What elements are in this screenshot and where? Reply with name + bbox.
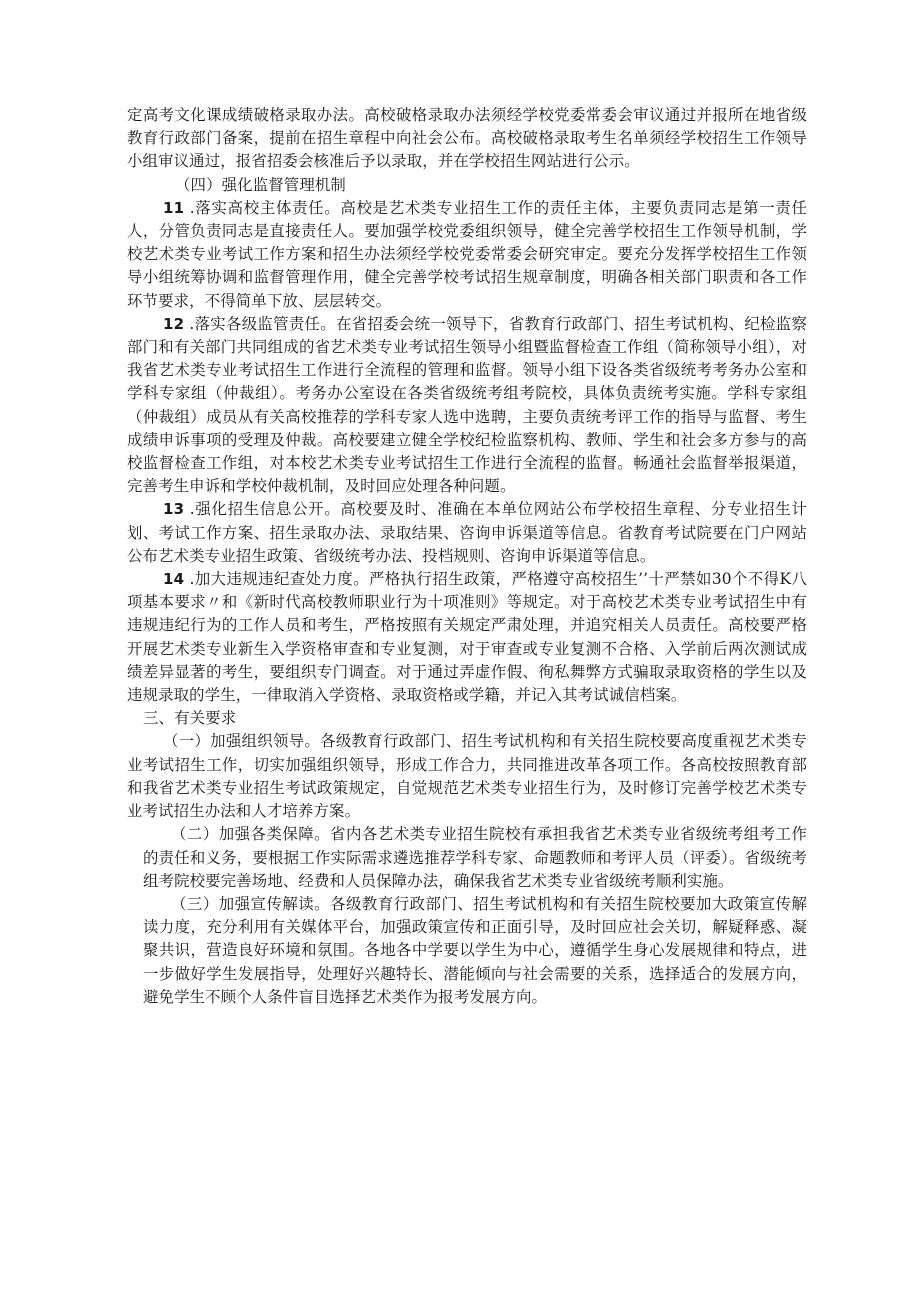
paragraph-continuation: [127, 104, 807, 174]
requirement-paragraph-2: [127, 823, 807, 893]
item-number: 11: [163, 198, 185, 217]
paragraph-text: .落实高校主体责任。高校是艺术类专业招生工作的责任主体，主要负责同志是第一责任人，分管负责同志是直接责任人。要加强学校党委组织领导，健全完善学校招生工作领导机制，学校艺术类专业考试工作方案和招生办法须经学校党委常委会研究审定。要充分发挥学校招生工作领导小组统筹协调和监督管理作用，健全完善学校考试招生规章制度，明确各相关部门职责和各工作环节要求，不得简单下放、层层转交。: [127, 198, 807, 310]
requirement-paragraph-3: [127, 893, 807, 1009]
heading-text: 三、有关要求: [143, 709, 237, 728]
section-heading-requirements: [127, 707, 807, 730]
paragraph-text: 定高考文化课成绩破格录取办法。高校破格录取办法须经学校党委常委会审议通过并报所在地省级教育行政部门备案，提前在招生章程中向社会公布。高校破格录取考生名单须经学校招生工作领导小组审议通过，报省招委会核准后予以录取，并在学校招生网站进行公示。: [127, 106, 807, 171]
item-number: 12: [163, 314, 185, 333]
numbered-paragraph-14: [127, 568, 807, 707]
numbered-paragraph-12: [127, 313, 807, 499]
requirement-paragraph-1: [127, 730, 807, 823]
item-number: 13: [163, 500, 185, 519]
paragraph-text: （三）加强宣传解读。各级教育行政部门、招生考试机构和有关招生院校要加大政策宣传解读力度，充分利用有关媒体平台，加强政策宣传和正面引导，及时回应社会关切，解疑释惑、凝聚共识，营造良好环境和氛围。各地各中学要以学生为中心，遵循学生身心发展规律和特点，进一步做好学生发展指导，处理好兴趣特长、潜能倾向与社会需要的关系，选择适合的发展方向，避免学生不顾个人条件盲目选择艺术类作为报考发展方向。: [143, 894, 807, 1006]
paragraph-text: .落实各级监管责任。在省招委会统一领导下，省教育行政部门、招生考试机构、纪检监察部门和有关部门共同组成的省艺术类专业考试招生领导小组暨监督检查工作组（简称领导小组），对我省艺术类专业考试招生工作进行全流程的管理和监督。领导小组下设各类省级统考考务办公室和学科专家组（仲裁组）。考务办公室设在各类省级统考组考院校，具体负责统考实施。学科专家组（仲裁组）成员从有关高校推荐的学科专家人选中选聘，主要负责统考评工作的指导与监督、考生成绩申诉事项的受理及仲裁。高校要建立健全学校纪检监察机构、教师、学生和社会多方参与的高校监督检查工作组，对本校艺术类专业考试招生工作进行全流程的监督。畅通社会监督举报渠道，完善考生申诉和学校仲裁机制，及时回应处理各种问题。: [127, 314, 807, 496]
heading-text: （四）强化监督管理机制: [175, 175, 346, 194]
document-page: [127, 104, 807, 1009]
paragraph-text: （一）加强组织领导。各级教育行政部门、招生考试机构和有关招生院校要高度重视艺术类专业考试招生工作，切实加强组织领导，形成工作合力，共同推进改革各项工作。各高校按照教育部和我省艺术类专业招生考试政策规定，自觉规范艺术类专业招生行为，及时修订完善学校艺术类专业考试招生办法和人才培养方案。: [127, 732, 807, 821]
paragraph-text: .加大违规违纪查处力度。严格执行招生政策，严格遵守高校招生’’十严禁如30个不得K八项基本要求〃和《新时代高校教师职业行为十项准则》等规定。对于高校艺术类专业考试招生中有违规违纪行为的工作人员和考生，严格按照有关规定严肃处理，并追究相关人员责任。高校要严格开展艺术类专业新生入学资格审查和专业复测，对于审查或专业复测不合格、入学前后两次测试成绩差异显著的考生，要组织专门调查。对于通过弄虚作假、徇私舞弊方式骗取录取资格的学生以及违规录取的学生，一律取消入学资格、录取资格或学籍，并记入其考试诚信档案。: [127, 570, 807, 705]
numbered-paragraph-13: [127, 498, 807, 568]
item-number: 14: [163, 570, 185, 589]
paragraph-text: （二）加强各类保障。省内各艺术类专业招生院校有承担我省艺术类专业省级统考组考工作的责任和义务，要根据工作实际需求遴选推荐学科专家、命题教师和考评人员（评委）。省级统考组考院校要完善场地、经费和人员保障办法，确保我省艺术类专业省级统考顺利实施。: [143, 825, 807, 890]
section-heading-supervision: [127, 174, 807, 197]
numbered-paragraph-11: [127, 197, 807, 313]
paragraph-text: .强化招生信息公开。高校要及时、准确在本单位网站公布学校招生章程、分专业招生计划、考试工作方案、招生录取办法、录取结果、咨询申诉渠道等信息。省教育考试院要在门户网站公布艺术类专业招生政策、省级统考办法、投档规则、咨询申诉渠道等信息。: [127, 500, 807, 565]
